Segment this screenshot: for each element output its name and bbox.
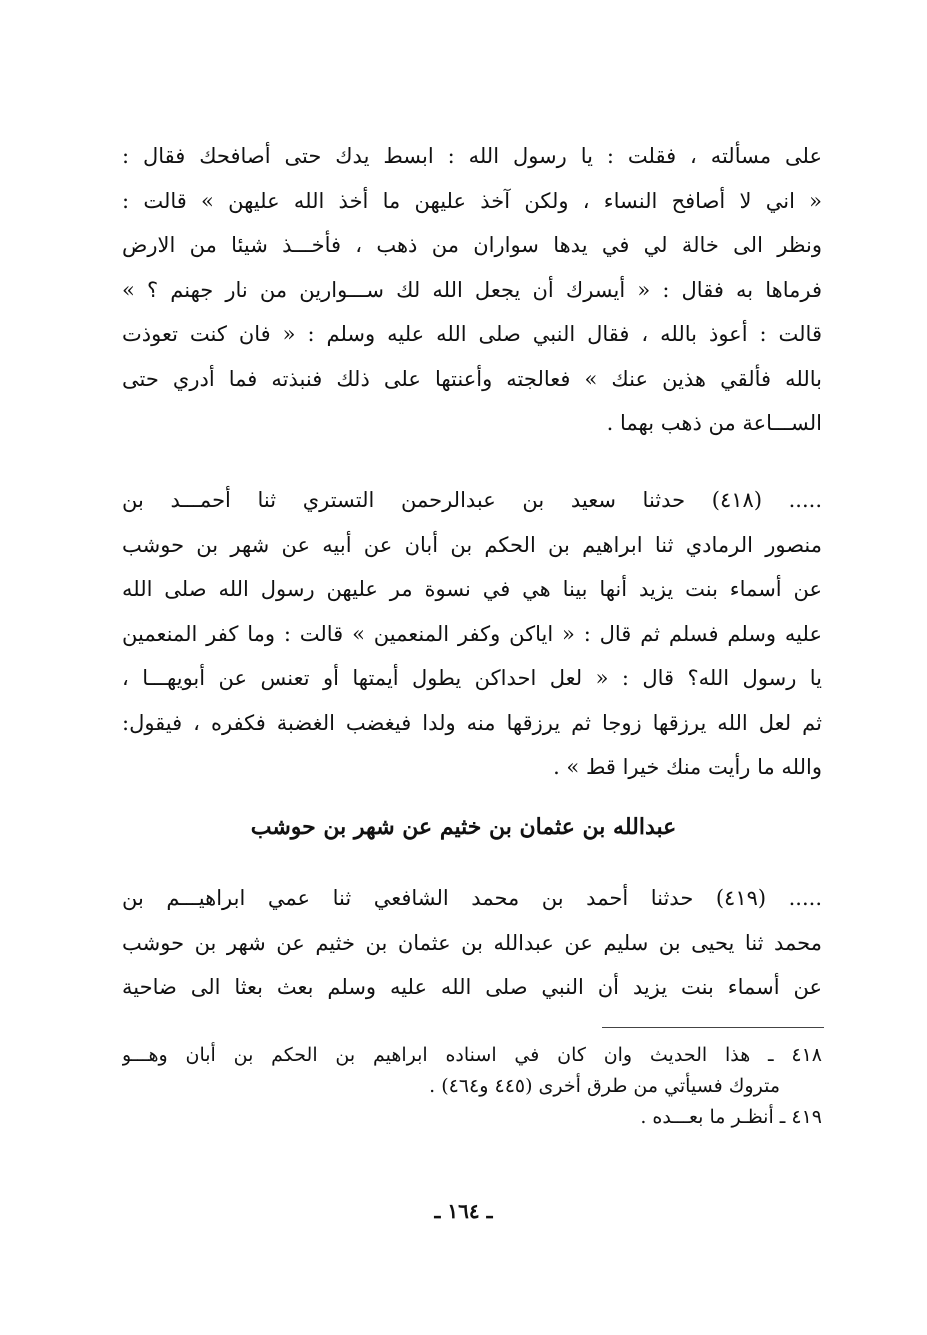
text-line: منصور الرمادي ثنا ابراهيم بن الحكم بن أبان عن أبيه عن شهر بن حوشب — [122, 532, 822, 557]
paragraph-1 — [122, 134, 822, 446]
text-line: بالله فألقي هذين عنك » فعالجته وأعنتها على ذلك فنبذته فما أدري حتى — [122, 366, 822, 391]
text-line: والله ما رأيت منك خيرا قط » . — [553, 755, 822, 779]
text-line: ونظر الى خالة لي في يدها سواران من ذهب ، فأخـــذ شيئا من الارض — [122, 233, 822, 257]
section-heading: عبدالله بن عثمان بن خثيم عن شهر بن حوشب — [250, 814, 677, 840]
text-line: ..... (٤١٩) حدثنا أحمد بن محمد الشافعي ثنا عمي ابراهيـــم بن — [122, 886, 822, 910]
text-line: ..... (٤١٨) حدثنا سعيد بن عبدالرحمن التستري ثنا أحمـــد بن — [122, 488, 822, 512]
footnotes — [122, 1040, 822, 1133]
hadith-419-paragraph — [122, 876, 822, 1010]
text-line: على مسألته ، فقلت : يا رسول الله : ابسط يدك حتى أصافحك فقال : — [122, 144, 822, 168]
hadith-418-paragraph — [122, 478, 822, 790]
text-line: قالت : أعوذ بالله ، فقال النبي صلى الله عليه وسلم : « فان كنت تعوذت — [122, 322, 822, 346]
page-number: ـ ١٦٤ ـ — [434, 1199, 493, 1223]
footnote-418: ٤١٨ ـ هذا الحديث وان كان في اسناده ابراهيم بن الحكم بن أبان وهـــو — [122, 1044, 822, 1066]
text-line: يا رسول الله؟ قال : « لعل احداكن يطول أيمتها أو تعنس عن أبويهـــا ، — [122, 666, 822, 690]
text-line: « اني لا أصافح النساء ، ولكن آخذ عليهن ما أخذ الله عليهن » قالت : — [122, 188, 822, 213]
text-line: عليه وسلم فسلم ثم قال : « اياكن وكفر المنعمين » قالت : وما كفر المنعمين — [122, 621, 822, 646]
text-line: فرماها به فقال : « أيسرك أن يجعل الله لك ســـوارين من نار جهنم ؟ » — [122, 277, 822, 302]
text-line: محمد ثنا يحيى بن سليم عن عبدالله بن عثمان بن خثيم عن شهر بن حوشب — [122, 930, 822, 955]
footnote-divider — [602, 1027, 824, 1028]
text-line: عن أسماء بنت يزيد أنها بينا هي في نسوة مر عليهن رسول الله صلى الله — [122, 577, 822, 601]
text-line: ثم لعل الله يرزقها زوجا ثم يرزقها منه ولدا فيغضب الغضبة فكفره ، فيقول: — [122, 710, 822, 735]
footnote-419: ٤١٩ ـ أنظـر ما بعـــده . — [640, 1106, 822, 1128]
text-line: الســـاعة من ذهب بهما . — [606, 411, 822, 435]
text-line: عن أسماء بنت يزيد أن النبي صلى الله عليه وسلم بعث بعثا الى ضاحية — [122, 975, 822, 999]
footnote-418-continuation: متروك فسيأتي من طرق أخرى (٤٤٥ و٤٦٤) . — [429, 1075, 780, 1097]
